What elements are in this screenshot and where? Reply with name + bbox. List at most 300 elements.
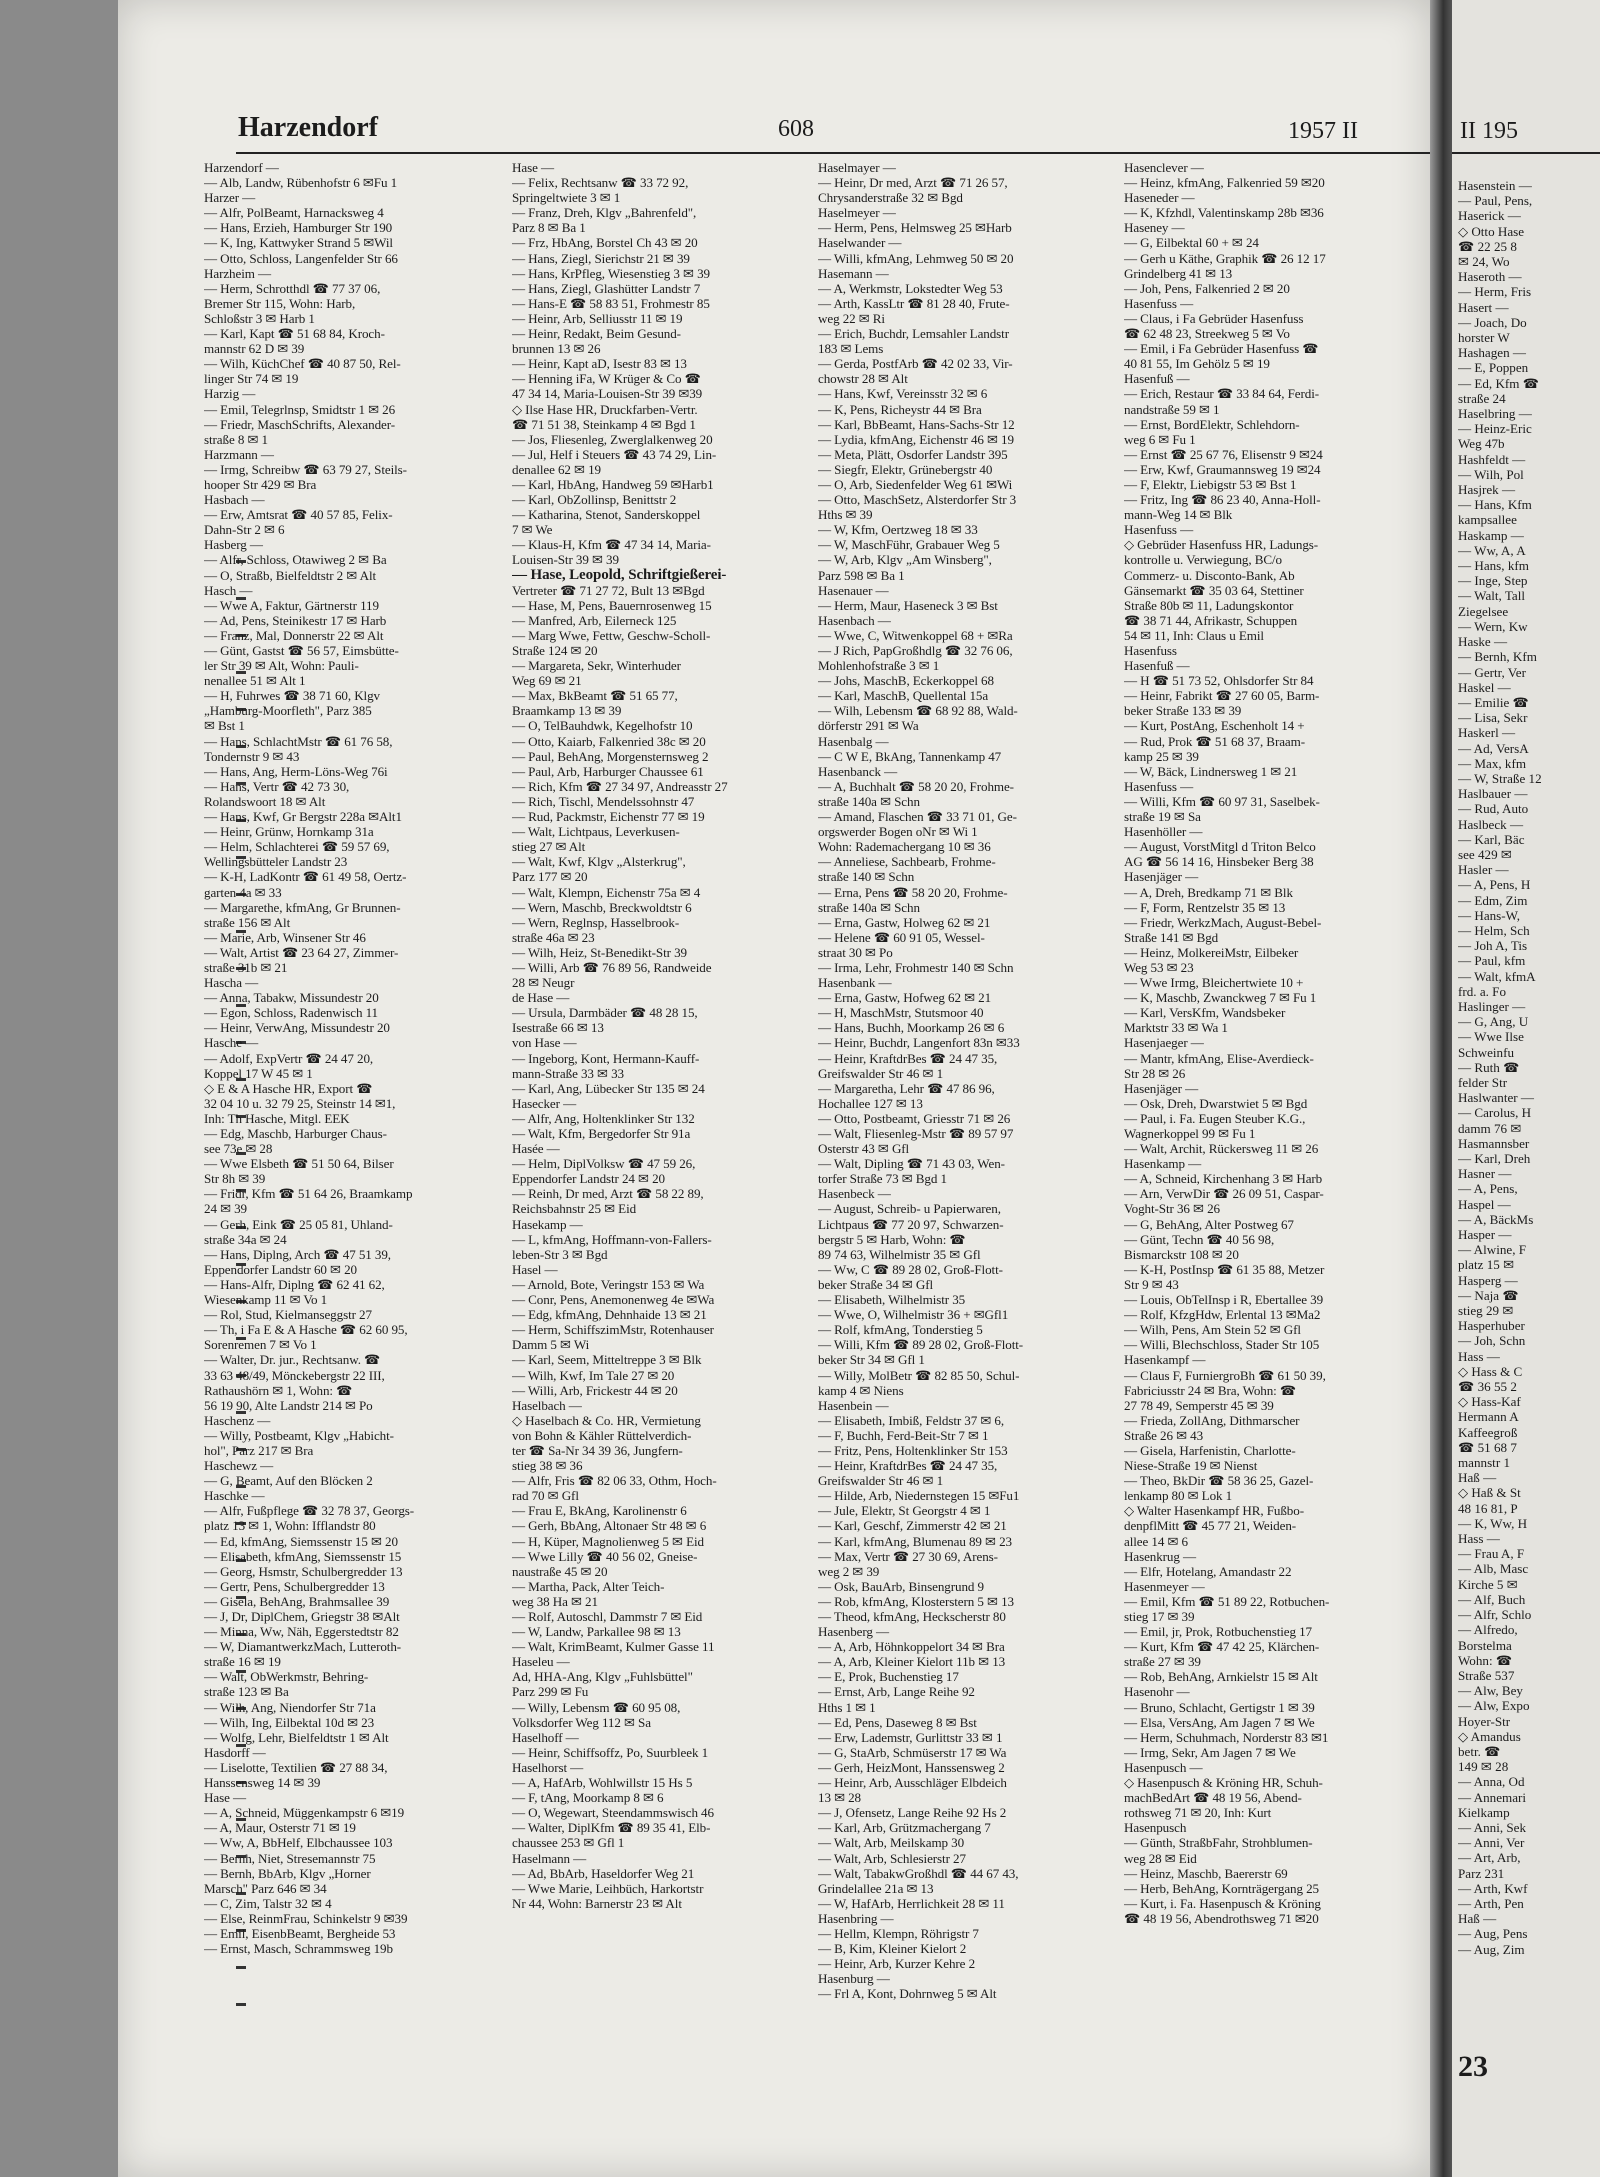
directory-entry-line: — A, Arb, Höhnkoppelort 34 ✉ Bra: [818, 1639, 1005, 1655]
directory-entry-line: Haschke —: [204, 1488, 265, 1504]
directory-entry-line: — Karl, VersKfm, Wandsbeker: [1124, 1005, 1286, 1021]
directory-entry-line: 40 81 55, Im Gehölz 5 ✉ 19: [1124, 356, 1270, 372]
directory-entry-line: — Hans, Diplng, Arch ☎ 47 51 39,: [204, 1246, 391, 1262]
directory-entry-line: — F, Buchh, Ferd-Beit-Str 7 ✉ 1: [818, 1427, 989, 1443]
facing-entry-line: — Rud, Auto: [1458, 801, 1529, 817]
facing-entry-line: Kielkamp: [1458, 1804, 1510, 1820]
directory-entry-line: — Walt, Fliesenleg-Mstr ☎ 89 57 97: [818, 1126, 1014, 1141]
directory-entry-line: — Arth, KassLtr ☎ 81 28 40, Frute-: [818, 295, 1010, 311]
facing-entry-line: — E, Poppen: [1458, 360, 1529, 376]
directory-entry-line: Harzheim —: [204, 265, 271, 281]
facing-entry-line: Hasjrek —: [1458, 482, 1516, 498]
directory-entry-line: Hasenbank —: [818, 975, 892, 991]
directory-entry-line: Hasekamp —: [512, 1216, 583, 1232]
directory-entry-line: — Herm, Schuhmach, Norderstr 83 ✉1: [1124, 1729, 1329, 1745]
directory-entry-line: — Alfr, PolBeamt, Harnacksweg 4: [204, 205, 384, 221]
directory-entry-line: — Ad, Pens, Steinikestr 17 ✉ Harb: [204, 612, 387, 628]
directory-entry-line: — Herm, SchiffszimMstr, Rotenhauser: [512, 1322, 714, 1338]
facing-entry-line: Hass —: [1458, 1348, 1500, 1364]
directory-entry-line: Parz 177 ✉ 20: [512, 869, 588, 885]
directory-entry-line: Haseneder —: [1124, 190, 1195, 206]
directory-entry-line: — J, Ofensetz, Lange Reihe 92 Hs 2: [818, 1805, 1007, 1821]
facing-entry-line: Hasert —: [1458, 299, 1509, 315]
directory-entry-line: — Arnold, Bote, Veringstr 153 ✉ Wa: [512, 1276, 705, 1292]
facing-entry-line: — Bernh, Kfm: [1458, 649, 1537, 665]
facing-entry-line: — Karl, Bäc: [1458, 831, 1525, 847]
directory-entry-line: beker Straße 133 ✉ 39: [1124, 703, 1242, 719]
directory-entry-line: Haselmeyer —: [818, 205, 896, 221]
facing-entry-line: Haske —: [1458, 634, 1508, 650]
directory-entry-line: — H, MaschMstr, Stutsmoor 40: [818, 1005, 984, 1021]
directory-entry-line: — Margareta, Sekr, Winterhuder: [512, 658, 681, 674]
facing-entry-line: Hoyer-Str: [1458, 1713, 1511, 1729]
directory-entry-line: Commerz- u. Disconto-Bank, Ab: [1124, 567, 1295, 583]
directory-entry-line: — Hase, Leopold, Schriftgießerei-: [512, 567, 727, 583]
directory-entry-line: Haselhoff —: [512, 1729, 579, 1745]
directory-entry-line: — August, Schreib- u Papierwaren,: [818, 1201, 1001, 1217]
directory-entry-line: — Anneliese, Sachbearb, Frohme-: [818, 854, 996, 870]
directory-entry-line: weg 38 Ha ✉ 21: [512, 1593, 598, 1609]
directory-entry-line: Marsch" Parz 646 ✉ 34: [204, 1880, 327, 1896]
directory-entry-line: — Erich, Buchdr, Lemsahler Landstr: [818, 326, 1009, 342]
directory-entry-line: — Emil, EisenbBeamt, Bergheide 53: [204, 1925, 396, 1941]
directory-entry-line: — Herm, Schrotthdl ☎ 77 37 06,: [204, 280, 381, 296]
directory-entry-line: ◇ Ilse Hase HR, Druckfarben-Vertr.: [512, 401, 698, 417]
directory-entry-line: de Hase —: [512, 990, 570, 1006]
facing-entry-line: — Hans, Kfm: [1458, 497, 1532, 513]
directory-entry-line: — Else, ReinmFrau, Schinkelstr 9 ✉39: [204, 1910, 408, 1926]
directory-entry-line: — Ernst ☎ 25 67 76, Elisenstr 9 ✉24: [1124, 446, 1323, 462]
directory-entry-line: Hasenkamp —: [1124, 1156, 1202, 1172]
facing-entry-line: — K, Ww, H: [1458, 1515, 1528, 1531]
directory-entry-line: — Wwe Elsbeth ☎ 51 50 64, Bilser: [204, 1156, 394, 1172]
directory-entry-line: — Wwe Irmg, Bleichertwiete 10 +: [1124, 975, 1304, 991]
facing-entry-line: straße 24: [1458, 390, 1506, 406]
facing-entry-line: Wohn: ☎: [1458, 1652, 1513, 1668]
facing-page-column: [1458, 178, 1598, 1957]
directory-entry-line: Gänsemarkt ☎ 35 03 64, Stettiner: [1124, 582, 1304, 598]
directory-entry-line: — Heinr, Buchdr, Langenfort 83n ✉33: [818, 1035, 1020, 1051]
facing-page-signature: 23: [1458, 2050, 1488, 2083]
directory-entry-line: Niese-Straße 19 ✉ Nienst: [1124, 1458, 1258, 1474]
facing-entry-line: Weg 47b: [1458, 436, 1505, 452]
facing-entry-line: betr. ☎: [1458, 1743, 1501, 1759]
facing-entry-line: ◇ Hass & C: [1458, 1363, 1523, 1379]
directory-entry-line: — Hans, Erzieh, Hamburger Str 190: [204, 220, 393, 236]
directory-entry-line: — Adolf, ExpVertr ☎ 24 47 20,: [204, 1050, 374, 1066]
directory-entry-line: Hasenbeck —: [818, 1186, 891, 1202]
directory-entry-line: — Rolf, kfmAng, Tonderstieg 5: [818, 1322, 983, 1338]
directory-entry-line: — Irmg, Schreibw ☎ 63 79 27, Steils-: [204, 461, 407, 477]
directory-entry-line: — Helm, Schlachterei ☎ 59 57 69,: [204, 839, 390, 855]
directory-entry-line: — Herb, BehAng, Kornträgergang 25: [1124, 1880, 1319, 1896]
directory-entry-line: — Heinz, kfmAng, Falkenried 59 ✉20: [1124, 175, 1325, 191]
directory-entry-line: AG ☎ 56 14 16, Hinsbeker Berg 38: [1124, 854, 1314, 870]
directory-entry-line: — W, Bäck, Lindnersweg 1 ✉ 21: [1124, 763, 1298, 779]
directory-entry-line: — Amand, Flaschen ☎ 33 71 01, Ge-: [818, 809, 1017, 825]
facing-page-header: II 195: [1460, 118, 1518, 144]
directory-entry-line: — Hans, Kwf, Vereinsstr 32 ✉ 6: [818, 386, 988, 402]
directory-entry-line: — Rich, Kfm ☎ 27 34 97, Andreasstr 27: [512, 778, 728, 794]
directory-entry-line: — Willi, Kfm ☎ 60 97 31, Saselbek-: [1124, 793, 1320, 809]
directory-entry-line: — O, Arb, Siedenfelder Weg 61 ✉Wi: [818, 476, 1013, 492]
directory-entry-line: Hasenbein —: [818, 1397, 889, 1413]
directory-entry-line: Hths 1 ✉ 1: [818, 1699, 876, 1715]
directory-entry-line: — Gisela, Harfenistin, Charlotte-: [1124, 1442, 1296, 1458]
directory-entry-line: — Rich, Tischl, Mendelssohnstr 47: [512, 793, 695, 809]
directory-entry-line: — K, Kfzhdl, Valentinskamp 28b ✉36: [1124, 205, 1324, 221]
directory-entry-line: Hasenbanck —: [818, 763, 898, 779]
directory-entry-line: — Heinr, Grünw, Hornkamp 31a: [204, 824, 374, 840]
directory-entry-line: — Louis, ObTelInsp i R, Ebertallee 39: [1124, 1292, 1324, 1308]
directory-entry-line: beker Str 34 ✉ Gfl 1: [818, 1352, 925, 1368]
directory-entry-line: — Friedr, WerkzMach, August-Bebel-: [1124, 914, 1322, 930]
directory-entry-line: ☎ 38 71 44, Afrikastr, Schuppen: [1124, 612, 1298, 628]
directory-entry-line: Weg 69 ✉ 21: [512, 673, 582, 689]
directory-entry-line: Parz 299 ✉ Fu: [512, 1684, 589, 1700]
directory-entry-line: ◇ Walter Hasenkampf HR, Fußbo-: [1124, 1503, 1304, 1519]
facing-entry-line: — Art, Arb,: [1458, 1850, 1521, 1866]
directory-entry-line: — Wwe Lilly ☎ 40 56 02, Gneise-: [512, 1548, 698, 1564]
directory-entry-line: Marktstr 33 ✉ Wa 1: [1124, 1020, 1228, 1036]
directory-entry-line: Haselmann —: [512, 1850, 587, 1866]
directory-entry-line: — A, Dreh, Bredkamp 71 ✉ Blk: [1124, 884, 1293, 900]
directory-entry-line: — Wilh, Pens, Am Stein 52 ✉ Gfl: [1124, 1322, 1301, 1338]
facing-entry-line: Kirche 5 ✉: [1458, 1576, 1518, 1592]
directory-entry-line: mann-Weg 14 ✉ Blk: [1124, 507, 1233, 523]
directory-entry-line: Hasel —: [512, 1261, 558, 1277]
directory-entry-line: garten 4a ✉ 33: [204, 884, 282, 900]
directory-entry-line: — Egon, Schloss, Radenwisch 11: [204, 1005, 378, 1021]
directory-entry-line: — Alb, Landw, Rübenhofstr 6 ✉Fu 1: [204, 175, 398, 191]
directory-entry-line: Hasenfuß —: [1124, 371, 1190, 387]
directory-entry-line: — Willi, Blechschloss, Stader Str 105: [1124, 1337, 1320, 1353]
directory-entry-line: — Mantr, kfmAng, Elise-Averdieck-: [1124, 1050, 1314, 1066]
directory-entry-line: — Ad, BbArb, Haseldorfer Weg 21: [512, 1865, 695, 1881]
directory-entry-line: — Joh, Pens, Falkenried 2 ✉ 20: [1124, 280, 1290, 296]
directory-entry-line: — A, Buchhalt ☎ 58 20 20, Frohme-: [818, 778, 1014, 794]
facing-entry-line: — Walt, Tall: [1458, 588, 1526, 604]
directory-entry-line: 56 19 90, Alte Landstr 214 ✉ Po: [204, 1397, 373, 1413]
directory-entry-line: Hase —: [204, 1790, 246, 1806]
directory-entry-line: — Hans, Ziegl, Glashütter Landstr 7: [512, 280, 701, 296]
directory-entry-line: straße 140 ✉ Schn: [818, 869, 915, 885]
directory-entry-line: Hasenbalg —: [818, 733, 889, 749]
directory-entry-line: von Bohn & Kähler Rüttelverdich-: [512, 1427, 692, 1443]
directory-entry-line: — Herm, Maur, Haseneck 3 ✉ Bst: [818, 597, 998, 613]
directory-entry-line: — F, Elektr, Liebigstr 53 ✉ Bst 1: [1124, 476, 1297, 492]
directory-entry-line: — Bernh, Niet, Stresemannstr 75: [204, 1850, 376, 1866]
directory-entry-line: Dahn-Str 2 ✉ 6: [204, 522, 285, 538]
directory-entry-line: — Heinr, Arb, Kurzer Kehre 2: [818, 1956, 976, 1972]
directory-entry-line: von Hase —: [512, 1035, 577, 1051]
directory-entry-line: Fabriciusstr 24 ✉ Bra, Wohn: ☎: [1124, 1382, 1297, 1398]
directory-entry-line: 13 ✉ 28: [818, 1790, 862, 1806]
directory-entry-line: Haselmayer —: [818, 160, 896, 175]
directory-entry-line: — H, Fuhrwes ☎ 38 71 60, Klgv: [204, 688, 380, 704]
facing-entry-line: — Alw, Bey: [1458, 1683, 1523, 1699]
directory-entry-line: — Osk, Dreh, Dwarstwiet 5 ✉ Bgd: [1124, 1095, 1308, 1111]
facing-entry-line: kampsallee: [1458, 512, 1517, 528]
directory-entry-line: — K, Ing, Kattwyker Strand 5 ✉Wil: [204, 235, 393, 251]
directory-entry-line: — Arn, VerwDir ☎ 26 09 51, Caspar-: [1124, 1186, 1324, 1202]
directory-entry-line: dörferstr 291 ✉ Wa: [818, 718, 919, 734]
directory-entry-line: Str 9 ✉ 43: [1124, 1276, 1179, 1292]
directory-entry-line: Koppel 17 W 45 ✉ 1: [204, 1065, 313, 1081]
facing-entry-line: — Joh, Schn: [1458, 1333, 1526, 1349]
facing-entry-line: Haslinger —: [1458, 998, 1526, 1014]
directory-column-3: [818, 160, 1120, 2001]
facing-entry-line: horster W: [1458, 330, 1510, 346]
directory-entry-line: — Henning iFa, W Krüger & Co ☎: [512, 371, 701, 387]
directory-entry-line: straße 19 ✉ Sa: [1124, 809, 1201, 825]
facing-entry-line: Straße 537: [1458, 1667, 1515, 1683]
directory-entry-line: — Wilh, Kwf, Im Tale 27 ✉ 20: [512, 1367, 675, 1383]
directory-entry-line: — Wilh, Heiz, St-Benedikt-Str 39: [512, 944, 687, 960]
facing-entry-line: — Arth, Pen: [1458, 1895, 1524, 1911]
directory-entry-line: Haschenz —: [204, 1412, 271, 1428]
directory-entry-line: Inh: Th Hasche, Mitgl. EEK: [204, 1110, 350, 1126]
directory-entry-line: linger Str 74 ✉ 19: [204, 371, 299, 387]
directory-entry-line: Chrysanderstraße 32 ✉ Bgd: [818, 190, 963, 206]
directory-entry-line: — Elsa, VersAng, Am Jagen 7 ✉ We: [1124, 1714, 1315, 1730]
facing-entry-line: felder Str: [1458, 1074, 1508, 1090]
directory-entry-line: straße 123 ✉ Ba: [204, 1684, 289, 1700]
facing-entry-line: — Arth, Kwf: [1458, 1880, 1528, 1896]
directory-entry-line: Harzer —: [204, 190, 256, 206]
directory-entry-line: — Helm, DiplVolksw ☎ 47 59 26,: [512, 1156, 696, 1172]
directory-entry-line: — Walt, KrimBeamt, Kulmer Gasse 11: [512, 1639, 715, 1655]
directory-entry-line: ☎ 71 51 38, Steinkamp 4 ✉ Bgd 1: [512, 416, 696, 432]
facing-entry-line: platz 15 ✉: [1458, 1257, 1515, 1273]
directory-entry-line: — Heinr, Fabrikt ☎ 27 60 05, Barm-: [1124, 688, 1320, 704]
directory-entry-line: naustraße 45 ✉ 20: [512, 1563, 608, 1579]
facing-entry-line: — Wwe Ilse: [1458, 1029, 1524, 1045]
facing-entry-line: stieg 29 ✉: [1458, 1303, 1514, 1319]
directory-entry-line: — Helene ☎ 60 91 05, Wessel-: [818, 929, 985, 945]
facing-entry-line: — Wilh, Pol: [1458, 466, 1524, 482]
directory-entry-line: Bismarckstr 108 ✉ 20: [1124, 1246, 1239, 1262]
directory-entry-line: — Hans, Vertr ☎ 42 73 30,: [204, 778, 350, 794]
directory-entry-line: — H ☎ 51 73 52, Ohlsdorfer Str 84: [1124, 673, 1314, 689]
directory-entry-line: — O, TelBauhdwk, Kegelhofstr 10: [512, 718, 693, 734]
directory-entry-line: Hasch —: [204, 582, 253, 598]
directory-entry-line: Hasecker —: [512, 1095, 577, 1111]
directory-entry-line: — W, Arb, Klgv „Am Winsberg",: [818, 552, 992, 568]
directory-entry-line: — Wwe, C, Witwenkoppel 68 + ✉Ra: [818, 627, 1013, 643]
directory-entry-line: — Theod, kfmAng, Heckscherstr 80: [818, 1609, 1006, 1624]
directory-entry-line: Hasenauer —: [818, 582, 889, 598]
directory-entry-line: — Frieda, ZollAng, Dithmarscher: [1124, 1412, 1300, 1428]
running-head: Harzendorf: [238, 112, 378, 143]
directory-entry-line: — Elisabeth, kfmAng, Siemssenstr 15: [204, 1548, 402, 1564]
facing-entry-line: Hasner —: [1458, 1166, 1512, 1182]
facing-header-rule: [1452, 152, 1600, 154]
directory-entry-line: — Theo, BkDir ☎ 58 36 25, Gazel-: [1124, 1473, 1314, 1489]
directory-entry-line: Nr 44, Wohn: Barnerstr 23 ✉ Alt: [512, 1895, 682, 1911]
facing-entry-line: Haslbauer —: [1458, 786, 1528, 802]
directory-entry-line: platz 13 ✉ 1, Wohn: Ifflandstr 80: [204, 1518, 376, 1534]
directory-entry-line: ✉ Bst 1: [204, 718, 245, 734]
directory-entry-line: weg 6 ✉ Fu 1: [1124, 431, 1196, 447]
facing-entry-line: ☎ 22 25 8: [1458, 238, 1517, 254]
directory-entry-line: — Karl, Arb, Grützmachergang 7: [818, 1820, 991, 1836]
directory-entry-line: Hasenmeyer —: [1124, 1578, 1205, 1594]
directory-entry-line: Hasenpusch: [1124, 1820, 1187, 1836]
directory-entry-line: — A, Schneid, Kirchenhang 3 ✉ Harb: [1124, 1171, 1323, 1187]
directory-entry-line: bergstr 5 ✉ Harb, Wohn: ☎: [818, 1231, 966, 1247]
directory-entry-line: — W, Landw, Parkallee 98 ✉ 13: [512, 1624, 681, 1640]
directory-entry-line: — Karl, BbBeamt, Hans-Sachs-Str 12: [818, 416, 1015, 432]
directory-entry-line: — Emil, Telegrlnsp, Smidtstr 1 ✉ 26: [204, 401, 396, 417]
directory-entry-line: Hasberg —: [204, 537, 263, 553]
directory-entry-line: — C, Zim, Talstr 32 ✉ 4: [204, 1895, 332, 1911]
directory-entry-line: Hasemann —: [818, 265, 889, 281]
directory-entry-line: — Heinr, Schiffsoffz, Po, Suurbleek 1: [512, 1744, 709, 1760]
directory-entry-line: — K-H, LadKontr ☎ 61 49 58, Oertz-: [204, 869, 407, 885]
facing-entry-line: — Alw, Expo: [1458, 1698, 1530, 1714]
directory-entry-line: — Karl, Ang, Lübecker Str 135 ✉ 24: [512, 1080, 705, 1096]
directory-entry-line: — Otto, MaschSetz, Alsterdorfer Str 3: [818, 492, 1017, 508]
directory-entry-line: denallee 62 ✉ 19: [512, 461, 601, 477]
directory-entry-line: Bremer Str 115, Wohn: Harb,: [204, 295, 356, 311]
directory-entry-line: — Liselotte, Textilien ☎ 27 88 34,: [204, 1759, 388, 1775]
facing-entry-line: — Alfredo,: [1458, 1622, 1518, 1638]
directory-entry-line: — A, Schneid, Müggenkampstr 6 ✉19: [204, 1805, 405, 1821]
directory-entry-line: — Emil, i Fa Gebrüder Hasenfuss ☎: [1124, 341, 1319, 357]
directory-entry-line: Hasenfuss: [1124, 643, 1177, 658]
directory-entry-line: — Minna, Ww, Näh, Eggerstedtstr 82: [204, 1624, 399, 1640]
directory-entry-line: Str 8h ✉ 39: [204, 1171, 266, 1187]
directory-entry-line: Hasenfuss —: [1124, 295, 1194, 311]
facing-entry-line: Hashagen —: [1458, 345, 1526, 361]
facing-entry-line: Haserick —: [1458, 208, 1521, 224]
directory-entry-line: weg 28 ✉ Eid: [1124, 1850, 1197, 1866]
facing-entry-line: — W, Straße 12: [1458, 770, 1542, 786]
directory-entry-line: stieg 27 ✉ Alt: [512, 839, 586, 855]
directory-entry-line: Volksdorfer Weg 112 ✉ Sa: [512, 1714, 651, 1730]
directory-entry-line: — Heinz, MolkereiMstr, Eilbeker: [1124, 944, 1299, 960]
directory-entry-line: straat 30 ✉ Po: [818, 944, 893, 960]
directory-entry-line: Wellingsbütteler Landstr 23: [204, 854, 348, 870]
directory-entry-line: — W, MaschFühr, Grabauer Weg 5: [818, 537, 1000, 553]
directory-entry-line: 183 ✉ Lems: [818, 341, 884, 357]
directory-entry-line: — Willy, MolBetr ☎ 82 85 50, Schul-: [818, 1367, 1020, 1383]
directory-entry-line: — A, Maur, Osterstr 71 ✉ 19: [204, 1820, 356, 1836]
directory-entry-line: — Irmg, Sekr, Am Jagen 7 ✉ We: [1124, 1744, 1296, 1760]
book-gutter: [1430, 0, 1452, 2177]
directory-entry-line: — Ernst, Arb, Lange Reihe 92: [818, 1684, 975, 1700]
directory-entry-line: Straße 141 ✉ Bgd: [1124, 929, 1219, 945]
directory-entry-line: — Walt, Archit, Rückersweg 11 ✉ 26: [1124, 1141, 1319, 1157]
facing-entry-line: — Anna, Od: [1458, 1774, 1525, 1790]
facing-entry-line: — Ad, VersA: [1458, 740, 1529, 756]
facing-entry-line: — A, Pens,: [1458, 1181, 1518, 1197]
directory-entry-line: Sorenremen 7 ✉ Vo 1: [204, 1337, 317, 1353]
directory-entry-line: Wohn: Rademachergang 10 ✉ 36: [818, 839, 991, 855]
directory-entry-line: — Rolf, Autoschl, Dammstr 7 ✉ Eid: [512, 1609, 703, 1624]
facing-entry-line: — Walt, kfmA: [1458, 968, 1536, 984]
directory-entry-line: — Martha, Pack, Alter Teich-: [512, 1578, 665, 1594]
directory-entry-line: — Frau E, BkAng, Karolinenstr 6: [512, 1503, 687, 1519]
facing-entry-line: — Hans, kfm: [1458, 558, 1529, 574]
directory-entry-line: — Willi, Kfm ☎ 89 28 02, Groß-Flott-: [818, 1337, 1024, 1353]
directory-entry-line: straße 46a ✉ 23: [512, 929, 595, 945]
directory-entry-line: Springeltwiete 3 ✉ 1: [512, 190, 621, 206]
facing-entry-line: Borstelma: [1458, 1637, 1512, 1653]
directory-entry-line: — Karl, Kapt ☎ 51 68 84, Kroch-: [204, 326, 385, 342]
facing-entry-line: — Ww, A, A: [1458, 542, 1526, 558]
directory-entry-line: — G, Eilbektal 60 + ✉ 24: [1124, 235, 1259, 251]
directory-entry-line: stieg 17 ✉ 39: [1124, 1609, 1195, 1624]
facing-entry-line: — Inge, Step: [1458, 573, 1528, 589]
facing-entry-line: — Wern, Kw: [1458, 618, 1528, 634]
directory-entry-line: — Erw, Kwf, Graumannsweg 19 ✉24: [1124, 461, 1321, 477]
directory-entry-line: 24 ✉ 39: [204, 1201, 248, 1217]
directory-entry-line: — K-H, PostInsp ☎ 61 35 88, Metzer: [1124, 1261, 1325, 1277]
directory-entry-line: rothsweg 71 ✉ 20, Inh: Kurt: [1124, 1805, 1272, 1821]
directory-entry-line: — Ingeborg, Kont, Hermann-Kauff-: [512, 1050, 700, 1066]
directory-entry-line: — Ursula, Darmbäder ☎ 48 28 15,: [512, 1005, 698, 1021]
facing-entry-line: — Anni, Ver: [1458, 1835, 1525, 1851]
directory-entry-line: — Hans, Buchh, Moorkamp 26 ✉ 6: [818, 1020, 1005, 1036]
facing-entry-line: Haselbring —: [1458, 406, 1532, 422]
directory-entry-line: — Paul, BehAng, Morgensternsweg 2: [512, 748, 709, 764]
facing-entry-line: Hasenstein —: [1458, 178, 1532, 193]
directory-entry-line: — K, Maschb, Zwanckweg 7 ✉ Fu 1: [1124, 990, 1317, 1006]
directory-entry-line: — Wern, Maschb, Breckwoldtstr 6: [512, 899, 692, 915]
directory-entry-line: straße 8 ✉ 1: [204, 431, 268, 447]
facing-entry-line: Haslwanter —: [1458, 1090, 1534, 1106]
facing-entry-line: 48 16 81, P: [1458, 1500, 1518, 1516]
directory-entry-line: — Erna, Pens ☎ 58 20 20, Frohme-: [818, 884, 1008, 900]
facing-entry-line: Hasmannsber: [1458, 1135, 1530, 1151]
directory-entry-line: torfer Straße 73 ✉ Bgd 1: [818, 1171, 947, 1187]
directory-entry-line: — Wolfg, Lehr, Bielfeldtstr 1 ✉ Alt: [204, 1729, 389, 1745]
directory-entry-line: Hochallee 127 ✉ 13: [818, 1095, 923, 1111]
directory-entry-line: — Erich, Restaur ☎ 33 84 64, Ferdi-: [1124, 386, 1319, 402]
directory-entry-line: — A, Arb, Kleiner Kielort 11b ✉ 13: [818, 1654, 1006, 1670]
facing-entry-line: Haseroth —: [1458, 269, 1522, 285]
directory-entry-line: ◇ Hasenpusch & Kröning HR, Schuh-: [1124, 1775, 1323, 1791]
facing-entry-line: — Max, kfm: [1458, 755, 1527, 771]
directory-entry-line: — Herm, Pens, Helmsweg 25 ✉Harb: [818, 220, 1012, 236]
directory-entry-line: straße 140a ✉ Schn: [818, 793, 920, 809]
directory-entry-line: ☎ 48 19 56, Abendrothsweg 71 ✉20: [1124, 1910, 1319, 1926]
directory-entry-line: — Manfred, Arb, Eilerneck 125: [512, 612, 677, 628]
directory-entry-line: — Walt, Artist ☎ 23 64 27, Zimmer-: [204, 944, 399, 960]
directory-entry-line: — Claus F, FurniergroBh ☎ 61 50 39,: [1124, 1367, 1326, 1383]
facing-entry-line: Hasler —: [1458, 862, 1509, 878]
directory-entry-line: — Max, BkBeamt ☎ 51 65 77,: [512, 688, 678, 704]
directory-entry-line: 89 74 63, Wilhelmistr 35 ✉ Gfl: [818, 1246, 981, 1262]
facing-entry-line: — Annemari: [1458, 1789, 1527, 1805]
directory-entry-line: Hasenbring —: [818, 1910, 894, 1926]
facing-entry-line: — Herm, Fris: [1458, 284, 1532, 300]
directory-entry-line: Hase —: [512, 160, 554, 175]
directory-entry-line: — Günth, StraßbFahr, Strohblumen-: [1124, 1835, 1313, 1851]
facing-entry-line: Haspel —: [1458, 1196, 1511, 1212]
directory-entry-line: — Karl, Seem, Mitteltreppe 3 ✉ Blk: [512, 1352, 702, 1368]
directory-entry-line: — W, HafArb, Herrlichkeit 28 ✉ 11: [818, 1895, 1005, 1911]
directory-entry-line: — Erw, Amtsrat ☎ 40 57 85, Felix-: [204, 507, 393, 523]
directory-entry-line: Rathaushörn ✉ 1, Wohn: ☎: [204, 1382, 353, 1398]
directory-entry-line: — Hase, M, Pens, Bauernrosenweg 15: [512, 597, 712, 613]
facing-entry-line: — Edm, Zim: [1458, 892, 1528, 908]
directory-entry-line: Grindelberg 41 ✉ 13: [1124, 265, 1233, 281]
directory-entry-line: Haschewz —: [204, 1458, 274, 1474]
directory-entry-line: — Ernst, BordElektr, Schlehdorn-: [1124, 416, 1300, 432]
